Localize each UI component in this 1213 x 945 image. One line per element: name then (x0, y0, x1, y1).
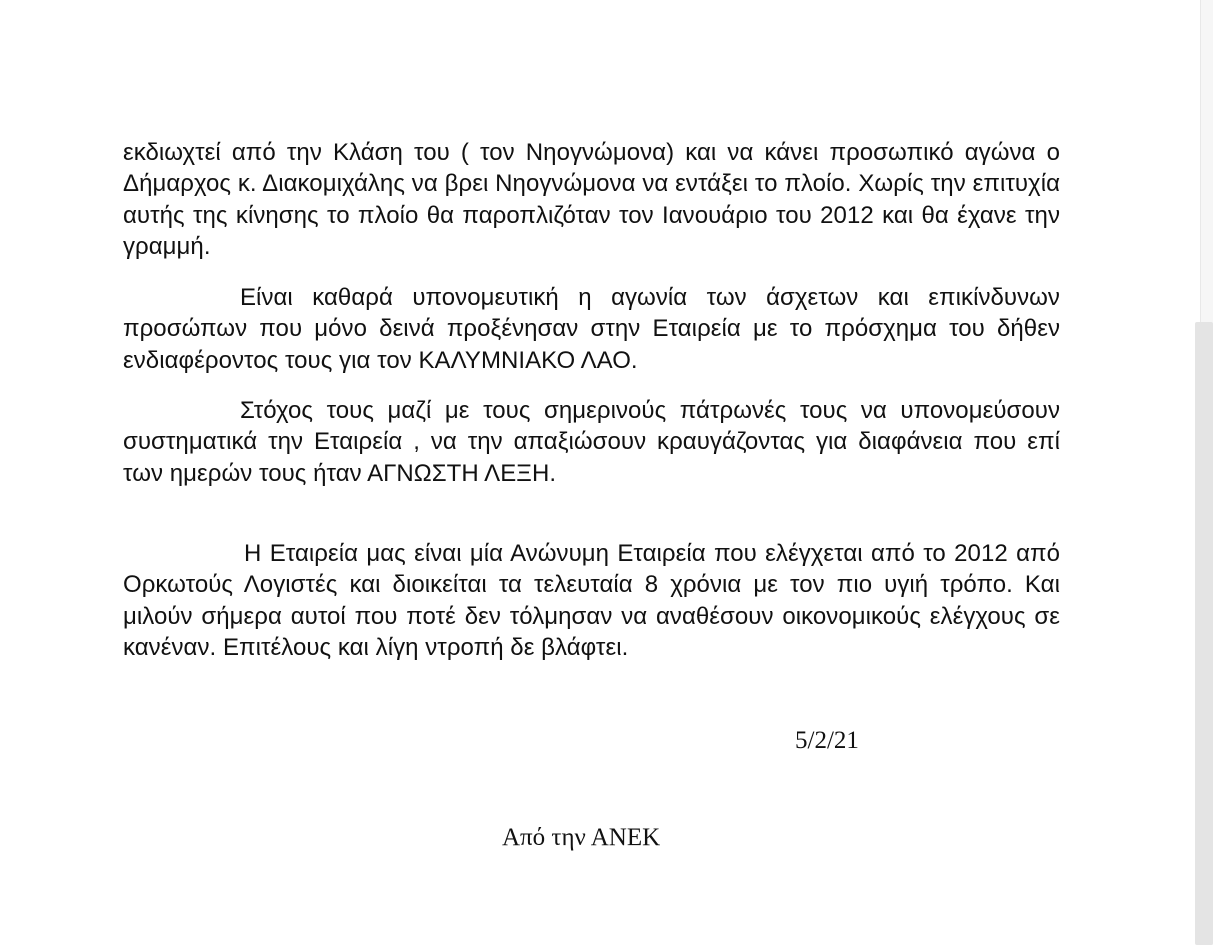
scrollbar-thumb[interactable] (1195, 322, 1213, 945)
paragraph-2: Είναι καθαρά υπονομευτική η αγωνία των άσχετων και επικίνδυνων προσώπων που μόνο δεινά προξένησαν στην Εταιρεία με το πρόσχημα του δήθεν ενδιαφέροντος τους για τον ΚΑΛΥΜΝΙΑΚΟ ΛΑΟ. (123, 284, 1060, 374)
document-signature: Από την ΑΝΕΚ (502, 824, 661, 851)
paragraph-1: εκδιωχτεί από την Κλάση του ( τον Νηογνώμονα) και να κάνει προσωπικό αγώνα ο Δήμαρχος κ. Διακομιχάλης να βρει Νηογνώμονα να εντάξει το πλοίο. Χωρίς την επιτυχία αυτής της κίνησης το πλοίο θα παροπλιζόταν τον Ιανουάριο του 2012 και θα έχανε την γραμμή. (123, 139, 1060, 260)
paragraph-3: Στόχος τους μαζί με τους σημερινούς πάτρωνές τους να υπονομεύσουν συστηματικά την Εταιρεία , να την απαξιώσουν κραυγάζοντας για διαφάνεια που επί των ημερών τους ήταν ΑΓΝΩΣΤΗ ΛΕΞΗ. (123, 397, 1060, 487)
document-date: 5/2/21 (795, 727, 859, 754)
paragraph-4: Η Εταιρεία μας είναι μία Ανώνυμη Εταιρεία που ελέγχεται από το 2012 από Ορκωτούς Λογιστές και διοικείται τα τελευταία 8 χρόνια με τον πιο υγιή τρόπο. Και μιλούν σήμερα αυτοί που ποτέ δεν τόλμησαν να αναθέσουν οικονομικούς ελέγχους σε κανέναν. Επιτέλους και λίγη ντροπή δε βλάφτει. (123, 540, 1060, 661)
